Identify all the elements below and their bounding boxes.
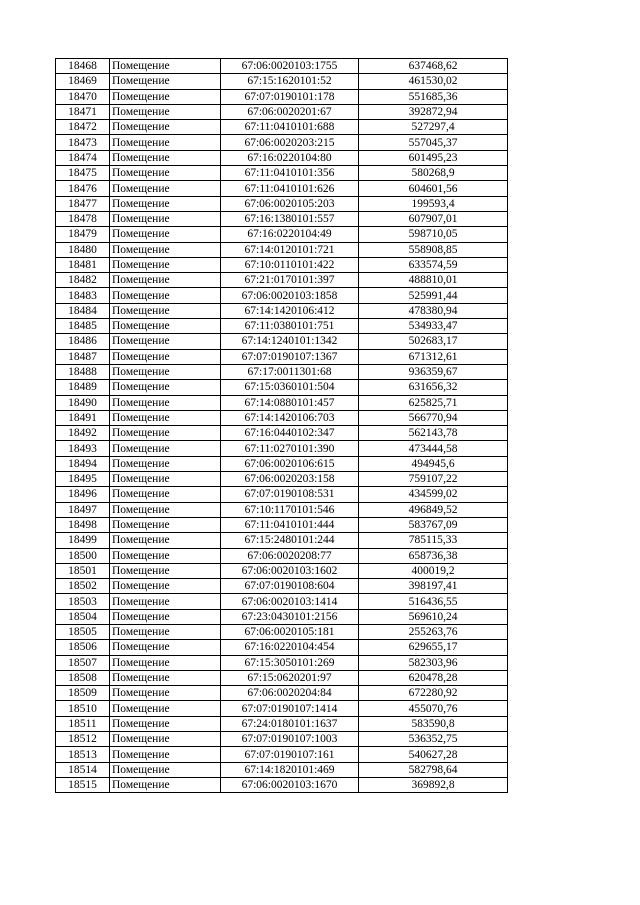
cadastral-number-cell: 67:11:0410101:626 (221, 181, 359, 196)
cadastral-value-cell: 759107,22 (359, 472, 508, 487)
cadastral-value-cell: 607907,01 (359, 211, 508, 226)
cadastral-number-cell: 67:06:0020103:1858 (221, 288, 359, 303)
table-row (56, 211, 508, 226)
row-number-cell: 18513 (56, 747, 110, 762)
table-row (56, 410, 508, 425)
row-number-cell: 18503 (56, 594, 110, 609)
table-row (56, 74, 508, 89)
table-row (56, 380, 508, 395)
object-type-cell: Помещение (110, 670, 221, 685)
cadastral-number-cell: 67:15:3050101:269 (221, 655, 359, 670)
cadastral-value-cell: 601495,23 (359, 150, 508, 165)
row-number-cell: 18499 (56, 533, 110, 548)
row-number-cell: 18476 (56, 181, 110, 196)
cadastral-value-cell: 400019,2 (359, 563, 508, 578)
cadastral-number-cell: 67:07:0190107:1367 (221, 349, 359, 364)
cadastral-number-cell: 67:07:0190107:1003 (221, 732, 359, 747)
object-type-cell: Помещение (110, 319, 221, 334)
table-row (56, 563, 508, 578)
cadastral-value-cell: 502683,17 (359, 334, 508, 349)
row-number-cell: 18471 (56, 104, 110, 119)
cadastral-value-cell: 658736,38 (359, 548, 508, 563)
table-row (56, 701, 508, 716)
object-type-cell: Помещение (110, 211, 221, 226)
table-row (56, 609, 508, 624)
table-row (56, 487, 508, 502)
row-number-cell: 18481 (56, 257, 110, 272)
cadastral-number-cell: 67:07:0190107:1414 (221, 701, 359, 716)
table-row (56, 747, 508, 762)
cadastral-number-cell: 67:17:0011301:68 (221, 364, 359, 379)
object-type-cell: Помещение (110, 196, 221, 211)
cadastral-value-cell: 488810,01 (359, 273, 508, 288)
row-number-cell: 18475 (56, 166, 110, 181)
object-type-cell: Помещение (110, 395, 221, 410)
cadastral-value-cell: 582798,64 (359, 762, 508, 777)
object-type-cell: Помещение (110, 594, 221, 609)
object-type-cell: Помещение (110, 166, 221, 181)
table-row (56, 441, 508, 456)
row-number-cell: 18490 (56, 395, 110, 410)
row-number-cell: 18514 (56, 762, 110, 777)
cadastral-number-cell: 67:06:0020103:1670 (221, 777, 359, 792)
table-row (56, 334, 508, 349)
object-type-cell: Помещение (110, 472, 221, 487)
cadastral-value-cell: 434599,02 (359, 487, 508, 502)
cadastral-number-cell: 67:14:0120101:721 (221, 242, 359, 257)
cadastral-number-cell: 67:16:0220104:80 (221, 150, 359, 165)
cadastral-number-cell: 67:16:1380101:557 (221, 211, 359, 226)
object-type-cell: Помещение (110, 227, 221, 242)
cadastral-number-cell: 67:11:0410101:444 (221, 517, 359, 532)
row-number-cell: 18477 (56, 196, 110, 211)
table-row (56, 732, 508, 747)
row-number-cell: 18512 (56, 732, 110, 747)
row-number-cell: 18469 (56, 74, 110, 89)
object-type-cell: Помещение (110, 533, 221, 548)
row-number-cell: 18478 (56, 211, 110, 226)
cadastral-value-cell: 525991,44 (359, 288, 508, 303)
table-row (56, 716, 508, 731)
object-type-cell: Помещение (110, 441, 221, 456)
object-type-cell: Помещение (110, 288, 221, 303)
table-row (56, 395, 508, 410)
cadastral-value-cell: 461530,02 (359, 74, 508, 89)
cadastral-value-cell: 637468,62 (359, 59, 508, 74)
row-number-cell: 18496 (56, 487, 110, 502)
table-row (56, 181, 508, 196)
cadastral-number-cell: 67:07:0190108:604 (221, 579, 359, 594)
table-row (56, 303, 508, 318)
row-number-cell: 18495 (56, 472, 110, 487)
row-number-cell: 18510 (56, 701, 110, 716)
object-type-cell: Помещение (110, 579, 221, 594)
table-row (56, 120, 508, 135)
cadastral-value-cell: 478380,94 (359, 303, 508, 318)
table-row (56, 762, 508, 777)
row-number-cell: 18507 (56, 655, 110, 670)
cadastral-number-cell: 67:06:0020203:158 (221, 472, 359, 487)
row-number-cell: 18488 (56, 364, 110, 379)
table-row (56, 548, 508, 563)
table-row (56, 150, 508, 165)
cadastral-number-cell: 67:10:0110101:422 (221, 257, 359, 272)
cadastral-value-cell: 551685,36 (359, 89, 508, 104)
cadastral-number-cell: 67:06:0020204:84 (221, 686, 359, 701)
table-row (56, 456, 508, 471)
cadastral-number-cell: 67:21:0170101:397 (221, 273, 359, 288)
table-row (56, 624, 508, 639)
row-number-cell: 18493 (56, 441, 110, 456)
row-number-cell: 18511 (56, 716, 110, 731)
row-number-cell: 18502 (56, 579, 110, 594)
cadastral-value-cell: 785115,33 (359, 533, 508, 548)
cadastral-value-cell: 536352,75 (359, 732, 508, 747)
row-number-cell: 18505 (56, 624, 110, 639)
table-row (56, 517, 508, 532)
object-type-cell: Помещение (110, 334, 221, 349)
cadastral-value-cell: 534933,47 (359, 319, 508, 334)
object-type-cell: Помещение (110, 135, 221, 150)
cadastral-value-cell: 557045,37 (359, 135, 508, 150)
cadastral-number-cell: 67:06:0020105:181 (221, 624, 359, 639)
cadastral-number-cell: 67:15:1620101:52 (221, 74, 359, 89)
cadastral-number-cell: 67:14:1820101:469 (221, 762, 359, 777)
cadastral-value-cell: 569610,24 (359, 609, 508, 624)
cadastral-number-cell: 67:06:0020105:203 (221, 196, 359, 211)
cadastral-value-cell: 527297,4 (359, 120, 508, 135)
table-row (56, 655, 508, 670)
object-type-cell: Помещение (110, 732, 221, 747)
cadastral-number-cell: 67:11:0380101:751 (221, 319, 359, 334)
cadastral-number-cell: 67:23:0430101:2156 (221, 609, 359, 624)
row-number-cell: 18506 (56, 640, 110, 655)
cadastral-value-cell: 583767,09 (359, 517, 508, 532)
table-row (56, 670, 508, 685)
object-type-cell: Помещение (110, 257, 221, 272)
cadastral-number-cell: 67:15:0620201:97 (221, 670, 359, 685)
cadastral-number-cell: 67:07:0190107:161 (221, 747, 359, 762)
cadastral-number-cell: 67:16:0220104:49 (221, 227, 359, 242)
object-type-cell: Помещение (110, 747, 221, 762)
cadastral-number-cell: 67:14:0880101:457 (221, 395, 359, 410)
table-row (56, 777, 508, 792)
cadastral-value-cell: 582303,96 (359, 655, 508, 670)
cadastral-value-cell: 516436,55 (359, 594, 508, 609)
object-type-cell: Помещение (110, 777, 221, 792)
cadastral-value-cell: 398197,41 (359, 579, 508, 594)
cadastral-value-cell: 199593,4 (359, 196, 508, 211)
cadastral-value-cell: 620478,28 (359, 670, 508, 685)
cadastral-value-cell: 936359,67 (359, 364, 508, 379)
table-row (56, 640, 508, 655)
row-number-cell: 18468 (56, 59, 110, 74)
cadastral-value-cell: 583590,8 (359, 716, 508, 731)
cadastral-number-cell: 67:11:0410101:356 (221, 166, 359, 181)
row-number-cell: 18470 (56, 89, 110, 104)
cadastral-value-cell: 540627,28 (359, 747, 508, 762)
cadastral-number-cell: 67:11:0270101:390 (221, 441, 359, 456)
cadastral-value-cell: 671312,61 (359, 349, 508, 364)
cadastral-number-cell: 67:11:0410101:688 (221, 120, 359, 135)
cadastral-value-cell: 392872,94 (359, 104, 508, 119)
cadastral-value-cell: 496849,52 (359, 502, 508, 517)
object-type-cell: Помещение (110, 655, 221, 670)
table-row (56, 364, 508, 379)
object-type-cell: Помещение (110, 74, 221, 89)
object-type-cell: Помещение (110, 120, 221, 135)
cadastral-number-cell: 67:16:0440102:347 (221, 426, 359, 441)
cadastral-value-cell: 631656,32 (359, 380, 508, 395)
row-number-cell: 18487 (56, 349, 110, 364)
object-type-cell: Помещение (110, 273, 221, 288)
row-number-cell: 18472 (56, 120, 110, 135)
cadastral-value-cell: 625825,71 (359, 395, 508, 410)
object-type-cell: Помещение (110, 242, 221, 257)
object-type-cell: Помещение (110, 150, 221, 165)
row-number-cell: 18498 (56, 517, 110, 532)
table-row (56, 349, 508, 364)
object-type-cell: Помещение (110, 609, 221, 624)
object-type-cell: Помещение (110, 380, 221, 395)
cadastral-number-cell: 67:14:1420106:412 (221, 303, 359, 318)
object-type-cell: Помещение (110, 762, 221, 777)
row-number-cell: 18479 (56, 227, 110, 242)
row-number-cell: 18497 (56, 502, 110, 517)
table-row (56, 319, 508, 334)
table-body (56, 59, 508, 793)
object-type-cell: Помещение (110, 487, 221, 502)
cadastral-value-cell: 629655,17 (359, 640, 508, 655)
cadastral-number-cell: 67:16:0220104:454 (221, 640, 359, 655)
table-row (56, 196, 508, 211)
row-number-cell: 18509 (56, 686, 110, 701)
cadastral-number-cell: 67:06:0020106:615 (221, 456, 359, 471)
row-number-cell: 18489 (56, 380, 110, 395)
cadastral-value-cell: 562143,78 (359, 426, 508, 441)
object-type-cell: Помещение (110, 349, 221, 364)
table-row (56, 166, 508, 181)
cadastral-value-cell: 604601,56 (359, 181, 508, 196)
object-type-cell: Помещение (110, 426, 221, 441)
cadastral-value-cell: 558908,85 (359, 242, 508, 257)
row-number-cell: 18482 (56, 273, 110, 288)
row-number-cell: 18492 (56, 426, 110, 441)
cadastral-value-cell: 494945,6 (359, 456, 508, 471)
table-row (56, 227, 508, 242)
cadastral-number-cell: 67:06:0020103:1414 (221, 594, 359, 609)
cadastral-value-table (55, 58, 508, 793)
object-type-cell: Помещение (110, 303, 221, 318)
row-number-cell: 18480 (56, 242, 110, 257)
object-type-cell: Помещение (110, 563, 221, 578)
row-number-cell: 18486 (56, 334, 110, 349)
row-number-cell: 18504 (56, 609, 110, 624)
object-type-cell: Помещение (110, 89, 221, 104)
table-row (56, 89, 508, 104)
row-number-cell: 18483 (56, 288, 110, 303)
object-type-cell: Помещение (110, 456, 221, 471)
row-number-cell: 18494 (56, 456, 110, 471)
row-number-cell: 18485 (56, 319, 110, 334)
table-row (56, 426, 508, 441)
cadastral-value-cell: 566770,94 (359, 410, 508, 425)
cadastral-value-cell: 255263,76 (359, 624, 508, 639)
cadastral-number-cell: 67:06:0020203:215 (221, 135, 359, 150)
object-type-cell: Помещение (110, 517, 221, 532)
cadastral-number-cell: 67:07:0190101:178 (221, 89, 359, 104)
cadastral-number-cell: 67:06:0020208:77 (221, 548, 359, 563)
object-type-cell: Помещение (110, 181, 221, 196)
cadastral-number-cell: 67:06:0020103:1602 (221, 563, 359, 578)
row-number-cell: 18474 (56, 150, 110, 165)
table-row (56, 104, 508, 119)
table-row (56, 579, 508, 594)
object-type-cell: Помещение (110, 548, 221, 563)
object-type-cell: Помещение (110, 701, 221, 716)
cadastral-value-cell: 580268,9 (359, 166, 508, 181)
object-type-cell: Помещение (110, 716, 221, 731)
table-row (56, 502, 508, 517)
object-type-cell: Помещение (110, 410, 221, 425)
table-row (56, 594, 508, 609)
table-row (56, 135, 508, 150)
table-row (56, 288, 508, 303)
table-row (56, 257, 508, 272)
cadastral-value-cell: 598710,05 (359, 227, 508, 242)
cadastral-value-cell: 369892,8 (359, 777, 508, 792)
object-type-cell: Помещение (110, 59, 221, 74)
cadastral-number-cell: 67:24:0180101:1637 (221, 716, 359, 731)
cadastral-number-cell: 67:07:0190108:531 (221, 487, 359, 502)
row-number-cell: 18491 (56, 410, 110, 425)
row-number-cell: 18515 (56, 777, 110, 792)
cadastral-number-cell: 67:15:2480101:244 (221, 533, 359, 548)
cadastral-number-cell: 67:06:0020201:67 (221, 104, 359, 119)
cadastral-number-cell: 67:15:0360101:504 (221, 380, 359, 395)
cadastral-number-cell: 67:14:1420106:703 (221, 410, 359, 425)
cadastral-number-cell: 67:14:1240101:1342 (221, 334, 359, 349)
table-row (56, 472, 508, 487)
table-row (56, 59, 508, 74)
object-type-cell: Помещение (110, 624, 221, 639)
object-type-cell: Помещение (110, 364, 221, 379)
table-row (56, 273, 508, 288)
row-number-cell: 18484 (56, 303, 110, 318)
cadastral-value-cell: 633574,59 (359, 257, 508, 272)
cadastral-number-cell: 67:06:0020103:1755 (221, 59, 359, 74)
object-type-cell: Помещение (110, 640, 221, 655)
table-row (56, 533, 508, 548)
cadastral-value-cell: 455070,76 (359, 701, 508, 716)
row-number-cell: 18508 (56, 670, 110, 685)
object-type-cell: Помещение (110, 104, 221, 119)
object-type-cell: Помещение (110, 502, 221, 517)
object-type-cell: Помещение (110, 686, 221, 701)
row-number-cell: 18500 (56, 548, 110, 563)
row-number-cell: 18473 (56, 135, 110, 150)
cadastral-value-cell: 672280,92 (359, 686, 508, 701)
table-row (56, 686, 508, 701)
table-row (56, 242, 508, 257)
row-number-cell: 18501 (56, 563, 110, 578)
cadastral-value-cell: 473444,58 (359, 441, 508, 456)
cadastral-number-cell: 67:10:1170101:546 (221, 502, 359, 517)
